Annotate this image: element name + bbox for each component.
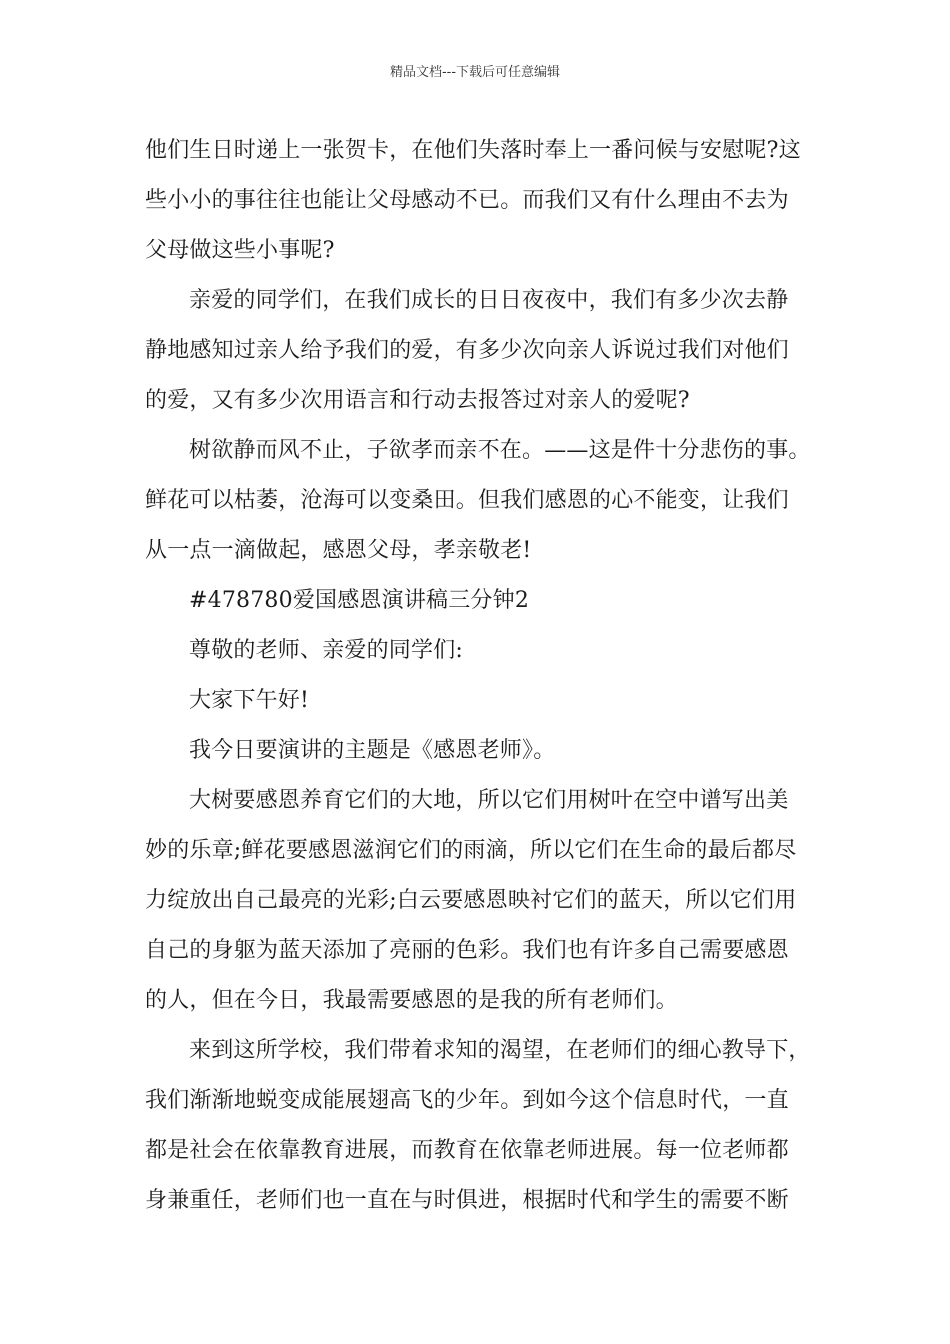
text-line: 我今日要演讲的主题是《感恩老师》。 bbox=[189, 738, 556, 763]
paragraph bbox=[145, 626, 825, 676]
text-line: 从一点一滴做起，感恩父母，孝亲敬老! bbox=[145, 538, 532, 563]
paragraph bbox=[145, 126, 825, 276]
paragraph bbox=[145, 426, 825, 576]
text-line: 都是社会在依靠教育进展，而教育在依靠老师进展。每一位老师都 bbox=[145, 1138, 789, 1163]
paragraph bbox=[145, 676, 825, 726]
text-line: 鲜花可以枯萎，沧海可以变桑田。但我们感恩的心不能变，让我们 bbox=[145, 488, 789, 513]
text-line: 妙的乐章;鲜花要感恩滋润它们的雨滴，所以它们在生命的最后都尽 bbox=[145, 838, 797, 863]
text-line: 的人，但在今日，我最需要感恩的是我的所有老师们。 bbox=[145, 988, 678, 1013]
paragraph bbox=[145, 726, 825, 776]
text-line: #478780爱国感恩演讲稿三分钟2 bbox=[189, 588, 530, 613]
text-line: 亲爱的同学们，在我们成长的日日夜夜中，我们有多少次去静 bbox=[189, 288, 789, 313]
text-line: 我们渐渐地蜕变成能展翅高飞的少年。到如今这个信息时代，一直 bbox=[145, 1088, 789, 1113]
text-line: 身兼重任，老师们也一直在与时俱进，根据时代和学生的需要不断 bbox=[145, 1188, 789, 1213]
text-line: 力绽放出自己最亮的光彩;白云要感恩映衬它们的蓝天，所以它们用 bbox=[145, 888, 797, 913]
document-body bbox=[145, 126, 825, 1226]
text-line: 来到这所学校，我们带着求知的渴望，在老师们的细心教导下， bbox=[189, 1038, 811, 1063]
paragraph bbox=[145, 276, 825, 426]
text-line: 大树要感恩养育它们的大地，所以它们用树叶在空中谱写出美 bbox=[189, 788, 789, 813]
text-line: 静地感知过亲人给予我们的爱，有多少次向亲人诉说过我们对他们 bbox=[145, 338, 789, 363]
text-line: 他们生日时递上一张贺卡，在他们失落时奉上一番问候与安慰呢?这 bbox=[145, 138, 801, 163]
text-line: 父母做这些小事呢? bbox=[145, 238, 335, 263]
text-line: 大家下午好! bbox=[189, 688, 310, 713]
text-line: 自己的身躯为蓝天添加了亮丽的色彩。我们也有许多自己需要感恩 bbox=[145, 938, 789, 963]
paragraph bbox=[145, 1026, 825, 1226]
text-line: 的爱，又有多少次用语言和行动去报答过对亲人的爱呢? bbox=[145, 388, 690, 413]
paragraph bbox=[145, 776, 825, 1026]
text-line: 尊敬的老师、亲爱的同学们: bbox=[189, 638, 464, 663]
text-line: 树欲静而风不止，子欲孝而亲不在。——这是件十分悲伤的事。 bbox=[189, 438, 811, 463]
paragraph bbox=[145, 576, 825, 626]
page-header: 精品文档---下载后可任意编辑 bbox=[389, 65, 561, 80]
text-line: 些小小的事往往也能让父母感动不已。而我们又有什么理由不去为 bbox=[145, 188, 789, 213]
